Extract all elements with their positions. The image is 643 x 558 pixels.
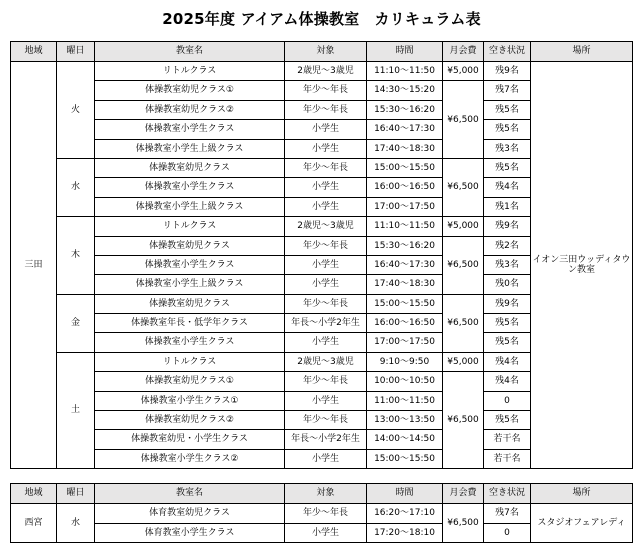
target-cell: 小学生: [285, 391, 367, 410]
class-name-cell: 体操教室小学生上級クラス: [95, 139, 285, 158]
target-cell: 年少～年長: [285, 236, 367, 255]
time-cell: 10:00～10:50: [367, 372, 443, 391]
header-row: [11, 484, 633, 504]
class-name-cell: 体操教室幼児クラス: [95, 236, 285, 255]
header-vacancy: 空き状況: [484, 484, 531, 504]
time-cell: 17:00～17:50: [367, 333, 443, 352]
fee-cell: ¥5,000: [443, 217, 484, 236]
day-cell: 水: [57, 504, 95, 543]
header-area: 地域: [11, 484, 57, 504]
vacancy-cell: 残4名: [484, 178, 531, 197]
header-day: 曜日: [57, 42, 95, 62]
vacancy-cell: 残5名: [484, 333, 531, 352]
header-row: [11, 42, 633, 62]
target-cell: 年長～小学2年生: [285, 430, 367, 449]
target-cell: 小学生: [285, 255, 367, 274]
vacancy-cell: 残7名: [484, 81, 531, 100]
time-cell: 15:30～16:20: [367, 236, 443, 255]
header-vacancy: 空き状況: [484, 42, 531, 62]
class-name-cell: リトルクラス: [95, 62, 285, 81]
time-cell: 16:40～17:30: [367, 120, 443, 139]
place-cell: スタジオフェアレディ: [531, 504, 633, 543]
time-cell: 15:30～16:20: [367, 100, 443, 119]
header-class: 教室名: [95, 484, 285, 504]
header-time: 時間: [367, 42, 443, 62]
class-name-cell: 体操教室小学生上級クラス: [95, 275, 285, 294]
page-title: 2025年度 アイアム体操教室 カリキュラム表: [162, 10, 481, 28]
class-name-cell: 体操教室幼児クラス①: [95, 81, 285, 100]
fee-cell: ¥6,500: [443, 504, 484, 543]
target-cell: 小学生: [285, 523, 367, 543]
target-cell: 2歳児～3歳児: [285, 62, 367, 81]
target-cell: 年少～年長: [285, 100, 367, 119]
header-fee: 月会費: [443, 42, 484, 62]
class-name-cell: 体育教室小学生クラス: [95, 523, 285, 543]
place-cell: イオン三田ウッディタウン教室: [531, 62, 633, 469]
vacancy-cell: 残0名: [484, 275, 531, 294]
vacancy-cell: 残9名: [484, 62, 531, 81]
class-name-cell: 体操教室小学生クラス: [95, 120, 285, 139]
vacancy-cell: 0: [484, 523, 531, 543]
vacancy-cell: 0: [484, 391, 531, 410]
class-name-cell: 体操教室幼児・小学生クラス: [95, 430, 285, 449]
vacancy-cell: 残5名: [484, 411, 531, 430]
vacancy-cell: 残3名: [484, 255, 531, 274]
target-cell: 小学生: [285, 449, 367, 468]
fee-cell: ¥6,500: [443, 372, 484, 469]
vacancy-cell: 残5名: [484, 314, 531, 333]
fee-cell: ¥6,500: [443, 81, 484, 159]
target-cell: 年少～年長: [285, 81, 367, 100]
area-cell: 三田: [11, 62, 57, 469]
class-name-cell: リトルクラス: [95, 217, 285, 236]
class-name-cell: リトルクラス: [95, 352, 285, 371]
class-name-cell: 体操教室小学生クラス: [95, 255, 285, 274]
vacancy-cell: 残9名: [484, 217, 531, 236]
header-area: 地域: [11, 42, 57, 62]
class-name-cell: 体操教室小学生クラス: [95, 178, 285, 197]
target-cell: 小学生: [285, 120, 367, 139]
vacancy-cell: 残4名: [484, 352, 531, 371]
day-cell: 土: [57, 352, 95, 468]
day-cell: 水: [57, 158, 95, 216]
target-cell: 年少～年長: [285, 372, 367, 391]
day-cell: 火: [57, 62, 95, 159]
fee-cell: ¥5,000: [443, 62, 484, 81]
time-cell: 16:00～16:50: [367, 178, 443, 197]
class-name-cell: 体操教室小学生上級クラス: [95, 197, 285, 216]
day-cell: 木: [57, 217, 95, 295]
time-cell: 9:10～9:50: [367, 352, 443, 371]
time-cell: 16:20～17:10: [367, 504, 443, 524]
vacancy-cell: 残5名: [484, 158, 531, 177]
area-cell: 西宮: [11, 504, 57, 543]
class-name-cell: 体操教室小学生クラス②: [95, 449, 285, 468]
header-place: 場所: [531, 484, 633, 504]
time-cell: 11:10～11:50: [367, 217, 443, 236]
table-row: [11, 504, 633, 524]
target-cell: 年少～年長: [285, 158, 367, 177]
vacancy-cell: 残5名: [484, 120, 531, 139]
time-cell: 15:00～15:50: [367, 294, 443, 313]
sanda-schedule-table: [10, 41, 633, 469]
table-row: [11, 62, 633, 81]
time-cell: 14:00～14:50: [367, 430, 443, 449]
target-cell: 小学生: [285, 275, 367, 294]
time-cell: 15:00～15:50: [367, 449, 443, 468]
time-cell: 11:10～11:50: [367, 62, 443, 81]
time-cell: 17:20～18:10: [367, 523, 443, 543]
time-cell: 17:40～18:30: [367, 275, 443, 294]
target-cell: 年長～小学2年生: [285, 314, 367, 333]
header-class: 教室名: [95, 42, 285, 62]
time-cell: 16:00～16:50: [367, 314, 443, 333]
class-name-cell: 体操教室幼児クラス: [95, 294, 285, 313]
class-name-cell: 体操教室小学生クラス: [95, 333, 285, 352]
header-place: 場所: [531, 42, 633, 62]
class-name-cell: 体操教室幼児クラス②: [95, 411, 285, 430]
target-cell: 小学生: [285, 197, 367, 216]
header-day: 曜日: [57, 484, 95, 504]
vacancy-cell: 若干名: [484, 430, 531, 449]
vacancy-cell: 残5名: [484, 100, 531, 119]
time-cell: 16:40～17:30: [367, 255, 443, 274]
time-cell: 17:40～18:30: [367, 139, 443, 158]
vacancy-cell: 残2名: [484, 236, 531, 255]
time-cell: 15:00～15:50: [367, 158, 443, 177]
class-name-cell: 体操教室小学生クラス①: [95, 391, 285, 410]
nishinomiya-schedule-table: [10, 483, 633, 543]
fee-cell: ¥6,500: [443, 158, 484, 216]
target-cell: 年少～年長: [285, 294, 367, 313]
day-cell: 金: [57, 294, 95, 352]
class-name-cell: 体育教室幼児クラス: [95, 504, 285, 524]
target-cell: 小学生: [285, 333, 367, 352]
vacancy-cell: 残3名: [484, 139, 531, 158]
vacancy-cell: 残1名: [484, 197, 531, 216]
class-name-cell: 体操教室幼児クラス①: [95, 372, 285, 391]
class-name-cell: 体操教室幼児クラス: [95, 158, 285, 177]
time-cell: 13:00～13:50: [367, 411, 443, 430]
fee-cell: ¥5,000: [443, 352, 484, 371]
target-cell: 年少～年長: [285, 411, 367, 430]
vacancy-cell: 若干名: [484, 449, 531, 468]
vacancy-cell: 残4名: [484, 372, 531, 391]
time-cell: 17:00～17:50: [367, 197, 443, 216]
header-target: 対象: [285, 484, 367, 504]
header-target: 対象: [285, 42, 367, 62]
header-time: 時間: [367, 484, 443, 504]
fee-cell: ¥6,500: [443, 236, 484, 294]
vacancy-cell: 残9名: [484, 294, 531, 313]
time-cell: 14:30～15:20: [367, 81, 443, 100]
vacancy-cell: 残7名: [484, 504, 531, 524]
time-cell: 11:00～11:50: [367, 391, 443, 410]
class-name-cell: 体操教室幼児クラス②: [95, 100, 285, 119]
target-cell: 小学生: [285, 178, 367, 197]
class-name-cell: 体操教室年長・低学年クラス: [95, 314, 285, 333]
target-cell: 小学生: [285, 139, 367, 158]
target-cell: 2歳児～3歳児: [285, 352, 367, 371]
target-cell: 年少～年長: [285, 504, 367, 524]
target-cell: 2歳児～3歳児: [285, 217, 367, 236]
fee-cell: ¥6,500: [443, 294, 484, 352]
header-fee: 月会費: [443, 484, 484, 504]
